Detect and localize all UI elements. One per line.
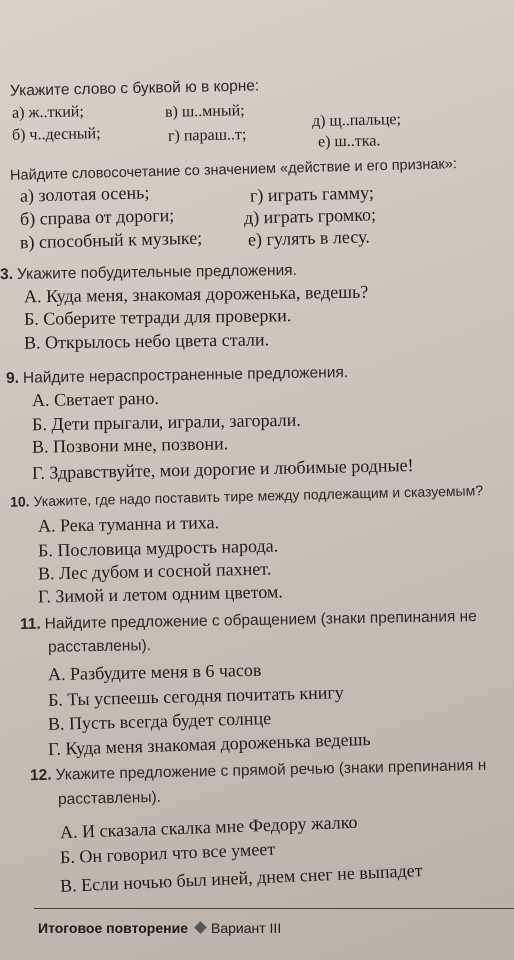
q10-option-b: Б. Пословица мудрость народа.	[37, 535, 279, 561]
q7-option-d: д) играть громко;	[243, 204, 377, 228]
q12-option-a: А. И сказала скалка мне Федору жалко	[59, 811, 358, 843]
q6-option-a: а) ж..ткий;	[11, 103, 84, 122]
question-9-heading	[6, 364, 348, 388]
q6-option-g: г) параш..т;	[167, 126, 247, 145]
q9-option-g: Г. Здравствуйте, мои дорогие и любимые родные!	[31, 455, 414, 483]
question-10-number: 10.	[9, 493, 30, 510]
q9-option-a: А. Светает рано.	[31, 387, 160, 411]
question-8-text: Укажите побудительные предложения.	[16, 261, 297, 283]
q8-option-v: В. Открылось небо цвета стали.	[23, 329, 270, 353]
question-12-number: 12.	[29, 766, 52, 785]
question-11-number: 11.	[19, 615, 41, 633]
question-12-heading	[30, 757, 487, 785]
footer-title: Итоговое повторение	[38, 920, 188, 936]
q7-option-a: а) золотая осень;	[19, 182, 150, 206]
question-7-text: Найдите словосочетание со значением «действие и его признак»:	[9, 156, 458, 184]
q11-option-g: Г. Куда меня знакомая дороженька ведешь	[47, 728, 371, 760]
q7-option-e: е) гулять в лесу.	[247, 226, 371, 250]
q12-option-v: В. Если ночью был иней, днем снег не выпадет	[59, 860, 423, 896]
q6-option-b: б) ч..десный;	[11, 125, 101, 144]
question-10-heading	[10, 482, 483, 510]
q9-option-v: В. Позвони мне, позвони.	[31, 433, 229, 457]
q12-option-b: Б. Он говорил что все умеет	[59, 838, 276, 868]
question-6-text: Укажите слово с буквой ю в корне:	[9, 77, 260, 100]
question-12-text: Укажите предложение с прямой речью (знаки препинания н	[55, 756, 487, 784]
question-9-text: Найдите нераспространенные предложения.	[22, 364, 349, 387]
q9-option-b: Б. Дети прыгали, играли, загорали.	[31, 409, 301, 435]
q8-option-b: Б. Соберите тетради для проверки.	[23, 305, 292, 329]
q6-option-e: е) ш..тка.	[317, 132, 381, 151]
footer-variant: Вариант III	[210, 920, 282, 936]
question-9-number: 9.	[5, 369, 20, 387]
question-11-text: Найдите предложение с обращением (знаки препинания не	[44, 608, 477, 633]
q11-option-v: В. Пусть всегда будет солнце	[47, 708, 272, 734]
q11-option-b: Б. Ты успеешь сегодня почитать книгу	[47, 682, 345, 710]
footer-divider	[34, 908, 514, 909]
diamond-icon	[194, 921, 207, 934]
q6-option-d: д) щ..пальце;	[311, 111, 402, 130]
q11-option-a: А. Разбудите меня в 6 часов	[47, 659, 262, 685]
question-8-number: 3.	[0, 265, 14, 284]
q7-option-b: б) справа от дороги;	[19, 204, 175, 230]
question-10-text: Укажите, где надо поставить тире между подлежащим и сказуемым?	[33, 482, 484, 510]
q8-option-a: А. Куда меня, знакомая дороженька, ведешь?	[23, 281, 369, 307]
q7-option-g: г) играть гамму;	[249, 182, 375, 206]
page-footer	[38, 920, 281, 936]
question-8-heading	[0, 262, 297, 284]
question-11-text-cont: расставлены).	[47, 637, 152, 656]
question-11-heading	[20, 608, 477, 634]
q7-option-v: в) способный к музыке;	[19, 227, 203, 253]
q10-option-v: В. Лес дубом и сосной пахнет.	[37, 558, 272, 584]
question-12-text-cont: расставлены).	[57, 788, 162, 809]
q10-option-g: Г. Зимой и летом одним цветом.	[37, 581, 284, 607]
q10-option-a: А. Река туманна и тиха.	[37, 512, 220, 536]
q6-option-v: в) ш..мный;	[164, 102, 245, 121]
